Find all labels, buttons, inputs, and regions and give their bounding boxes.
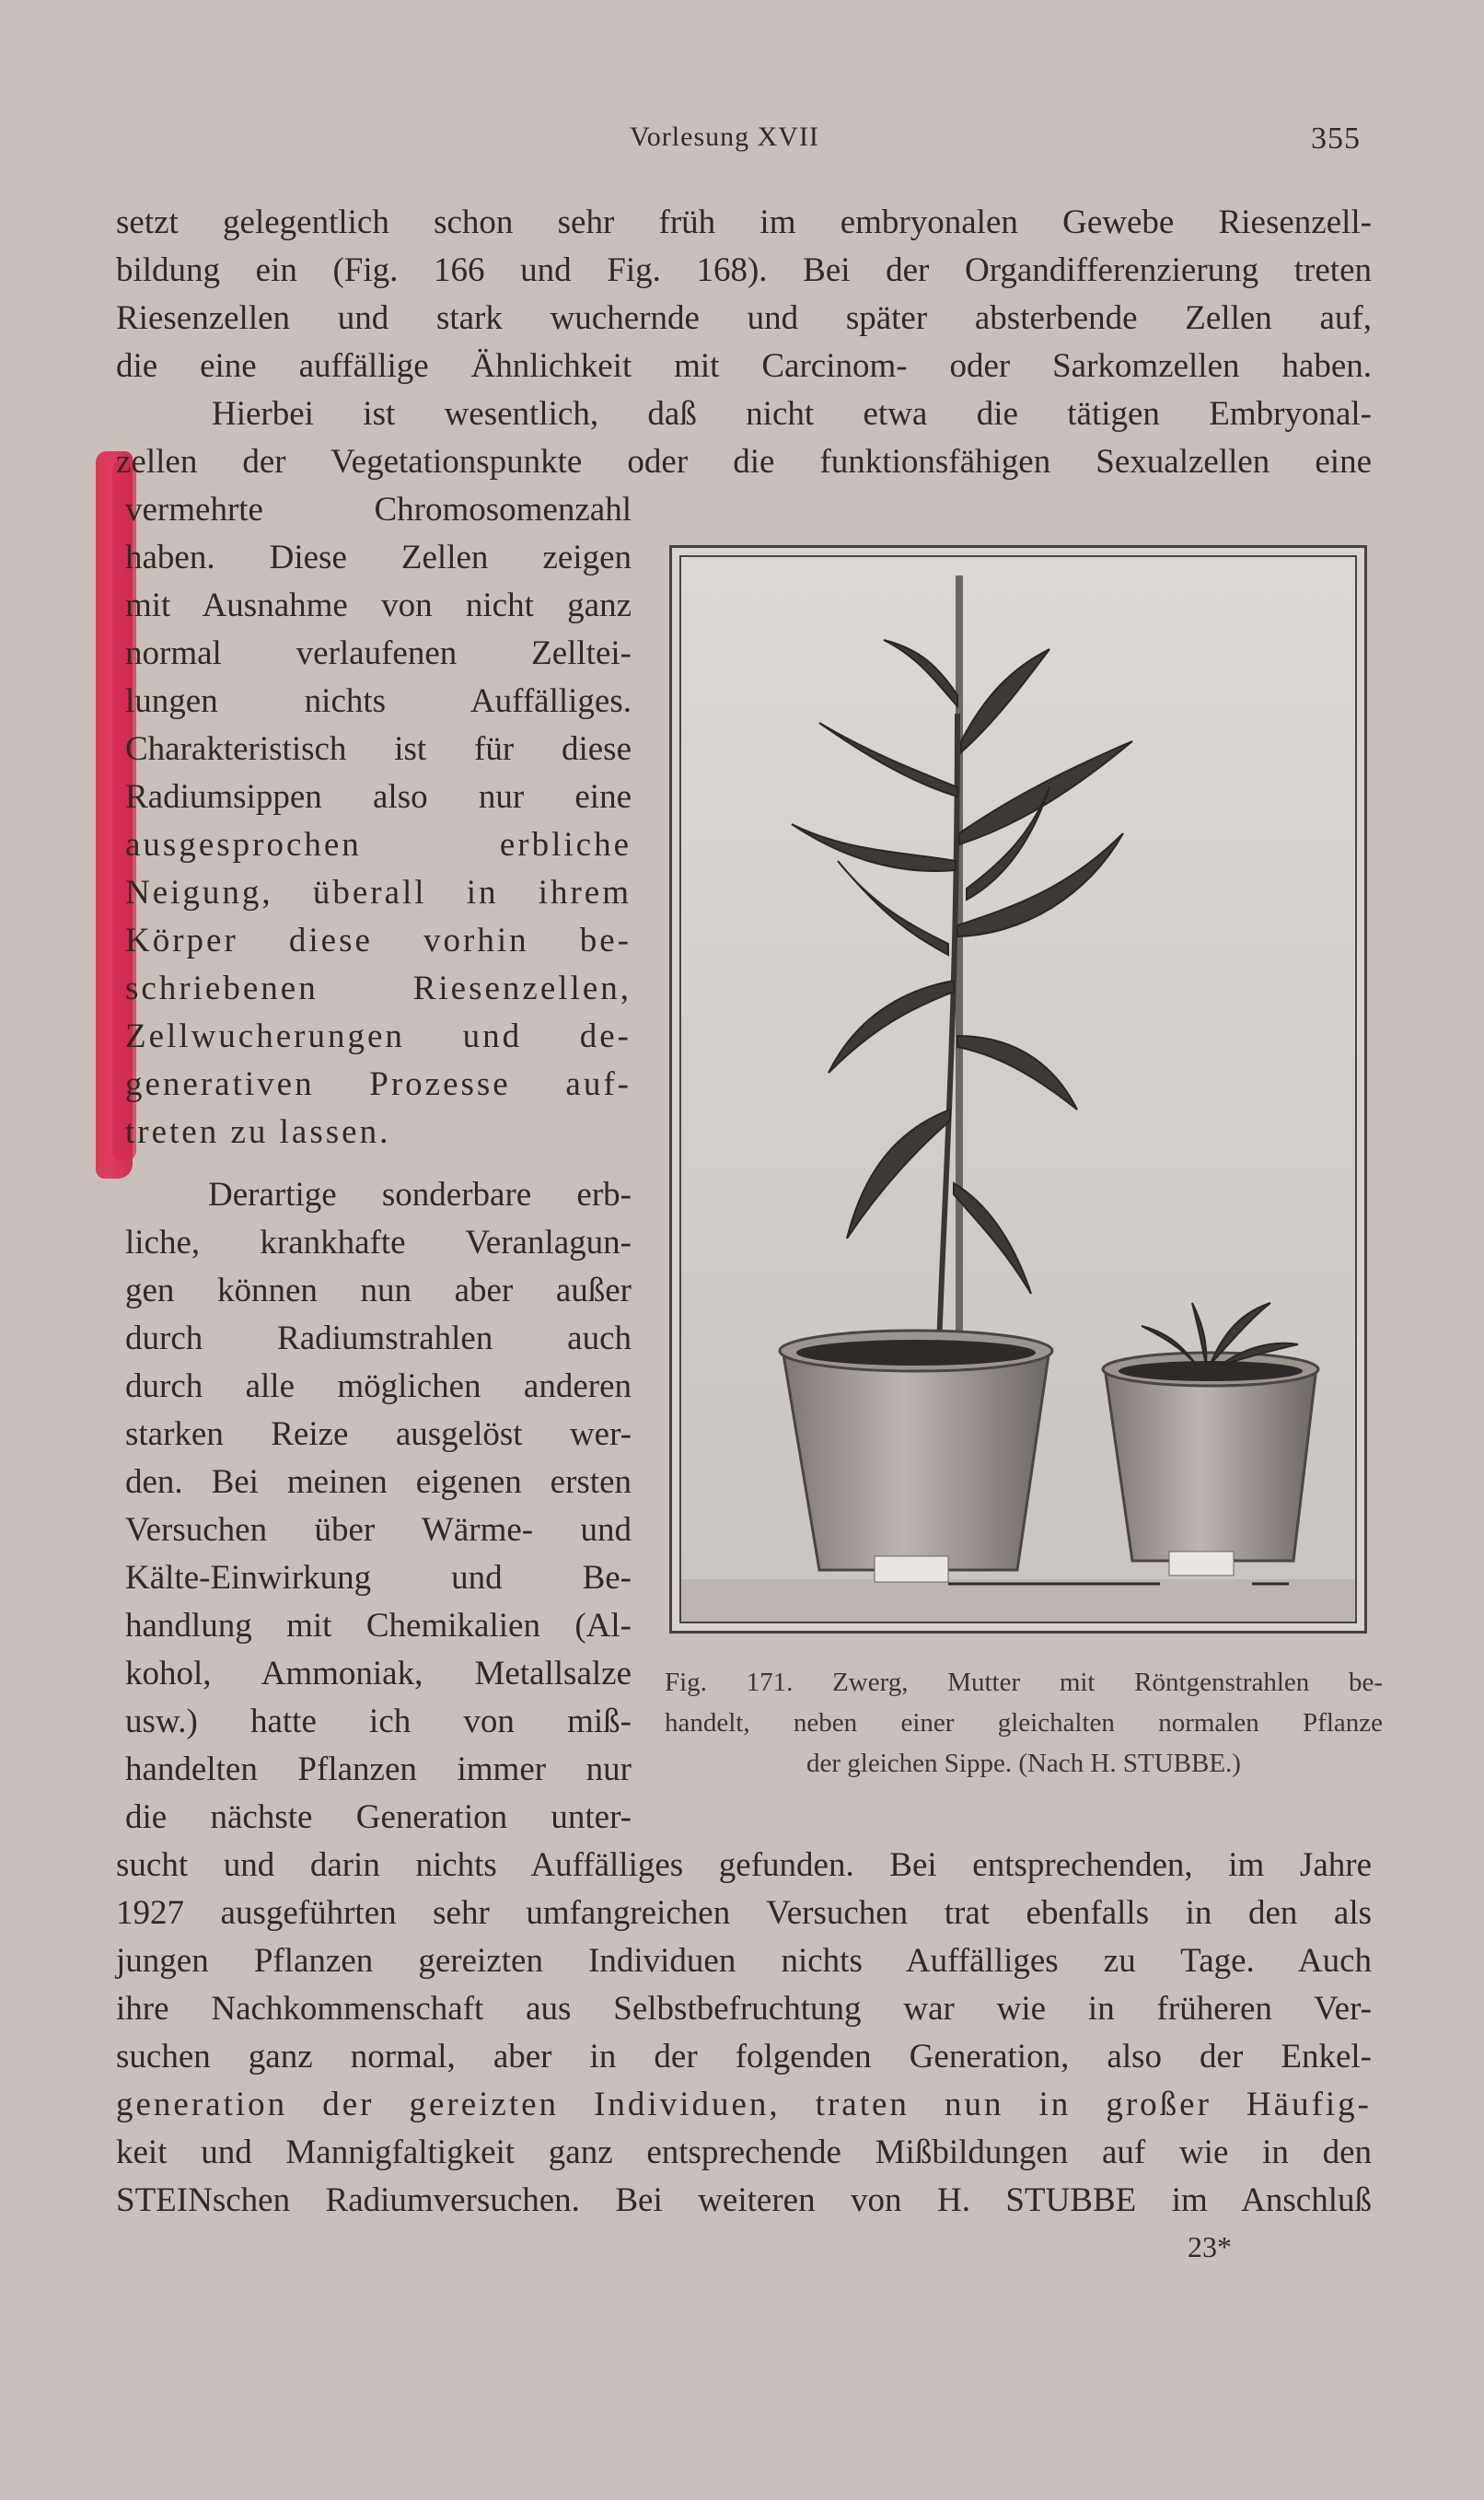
text-line: Derartige sonderbare erb- <box>208 1176 632 1214</box>
plant-pots-illustration <box>681 557 1357 1623</box>
text-line: keit und Mannigfaltigkeit ganz entsprechende Mißbildungen auf wie in den <box>116 2134 1372 2171</box>
text-line: ihre Nachkommenschaft aus Selbstbefruchtung war wie in früheren Ver- <box>116 1990 1372 2028</box>
text-line: Zellwucherungen und de- <box>125 1017 632 1055</box>
text-line: mit Ausnahme von nicht ganz <box>125 587 632 624</box>
text-line: suchen ganz normal, aber in der folgenden Generation, also der Enkel- <box>116 2038 1372 2076</box>
text-line: setzt gelegentlich schon sehr früh im embryonalen Gewebe Riesenzell- <box>116 203 1372 241</box>
text-line: 1927 ausgeführten sehr umfangreichen Versuchen trat ebenfalls in den als <box>116 1894 1372 1932</box>
caption-line: handelt, neben einer gleichalten normalen Pflanze <box>665 1708 1383 1738</box>
text-line: handelten Pflanzen immer nur <box>125 1750 632 1788</box>
text-line: zellen der Vegetationspunkte oder die funktionsfähigen Sexualzellen eine <box>116 443 1372 481</box>
caption-line: Fig. 171. Zwerg, Mutter mit Röntgenstrahlen be- <box>665 1668 1383 1697</box>
text-line: haben. Diese Zellen zeigen <box>125 539 632 576</box>
text-line: Charakteristisch ist für diese <box>125 730 632 768</box>
figure-caption <box>665 1662 1383 1784</box>
text-line: die eine auffällige Ähnlichkeit mit Carcinom- oder Sarkomzellen haben. <box>116 347 1372 385</box>
text-line: treten zu lassen. <box>125 1113 391 1151</box>
text-line: gen können nun aber außer <box>125 1272 632 1309</box>
plant-photograph <box>679 555 1357 1623</box>
text-line: durch alle möglichen anderen <box>125 1367 632 1405</box>
text-line: handlung mit Chemikalien (Al- <box>125 1607 632 1645</box>
text-line: Riesenzellen und stark wuchernde und später absterbende Zellen auf, <box>116 299 1372 337</box>
text-line: Versuchen über Wärme- und <box>125 1511 632 1549</box>
running-head <box>0 122 1484 158</box>
text-line: kohol, Ammoniak, Metallsalze <box>125 1655 632 1692</box>
text-line: durch Radiumstrahlen auch <box>125 1320 632 1357</box>
text-line: bildung ein (Fig. 166 und Fig. 168). Bei der Organdifferenzierung treten <box>116 251 1372 289</box>
text-line: generativen Prozesse auf- <box>125 1065 632 1103</box>
text-line: usw.) hatte ich von miß- <box>125 1703 632 1740</box>
text-line: Hierbei ist wesentlich, daß nicht etwa die tätigen Embryonal- <box>212 395 1372 433</box>
signature-mark: 23* <box>1188 2230 1232 2263</box>
text-line: die nächste Generation unter- <box>125 1798 632 1836</box>
text-line: Neigung, überall in ihrem <box>125 874 632 912</box>
text-line: starken Reize ausgelöst wer- <box>125 1415 632 1453</box>
text-line: sucht und darin nichts Auffälliges gefunden. Bei entsprechenden, im Jahre <box>116 1846 1372 1884</box>
text-line: lungen nichts Auffälliges. <box>125 682 632 720</box>
text-line: Kälte-Einwirkung und Be- <box>125 1559 632 1597</box>
text-line: ausgesprochen erbliche <box>125 826 632 864</box>
text-line: den. Bei meinen eigenen ersten <box>125 1463 632 1501</box>
text-line: vermehrte Chromosomenzahl <box>125 491 632 529</box>
text-line: Körper diese vorhin be- <box>125 922 632 959</box>
figure-photo-frame <box>669 545 1367 1634</box>
text-line: generation der gereizten Individuen, traten nun in großer Häufig- <box>116 2086 1372 2123</box>
text-line: normal verlaufenen Zelltei- <box>125 634 632 672</box>
text-line: Radiumsippen also nur eine <box>125 778 632 816</box>
running-title: Vorlesung XVII <box>630 122 819 152</box>
text-line: liche, krankhafte Veranlagun- <box>125 1224 632 1262</box>
text-line: schriebenen Riesenzellen, <box>125 970 632 1007</box>
text-line: STEINschen Radiumversuchen. Bei weiteren von H. STUBBE im Anschluß <box>116 2181 1372 2219</box>
caption-line: der gleichen Sippe. (Nach H. STUBBE.) <box>806 1749 1241 1778</box>
page-number: 355 <box>1311 122 1361 156</box>
text-line: jungen Pflanzen gereizten Individuen nichts Auffälliges zu Tage. Auch <box>116 1942 1372 1980</box>
